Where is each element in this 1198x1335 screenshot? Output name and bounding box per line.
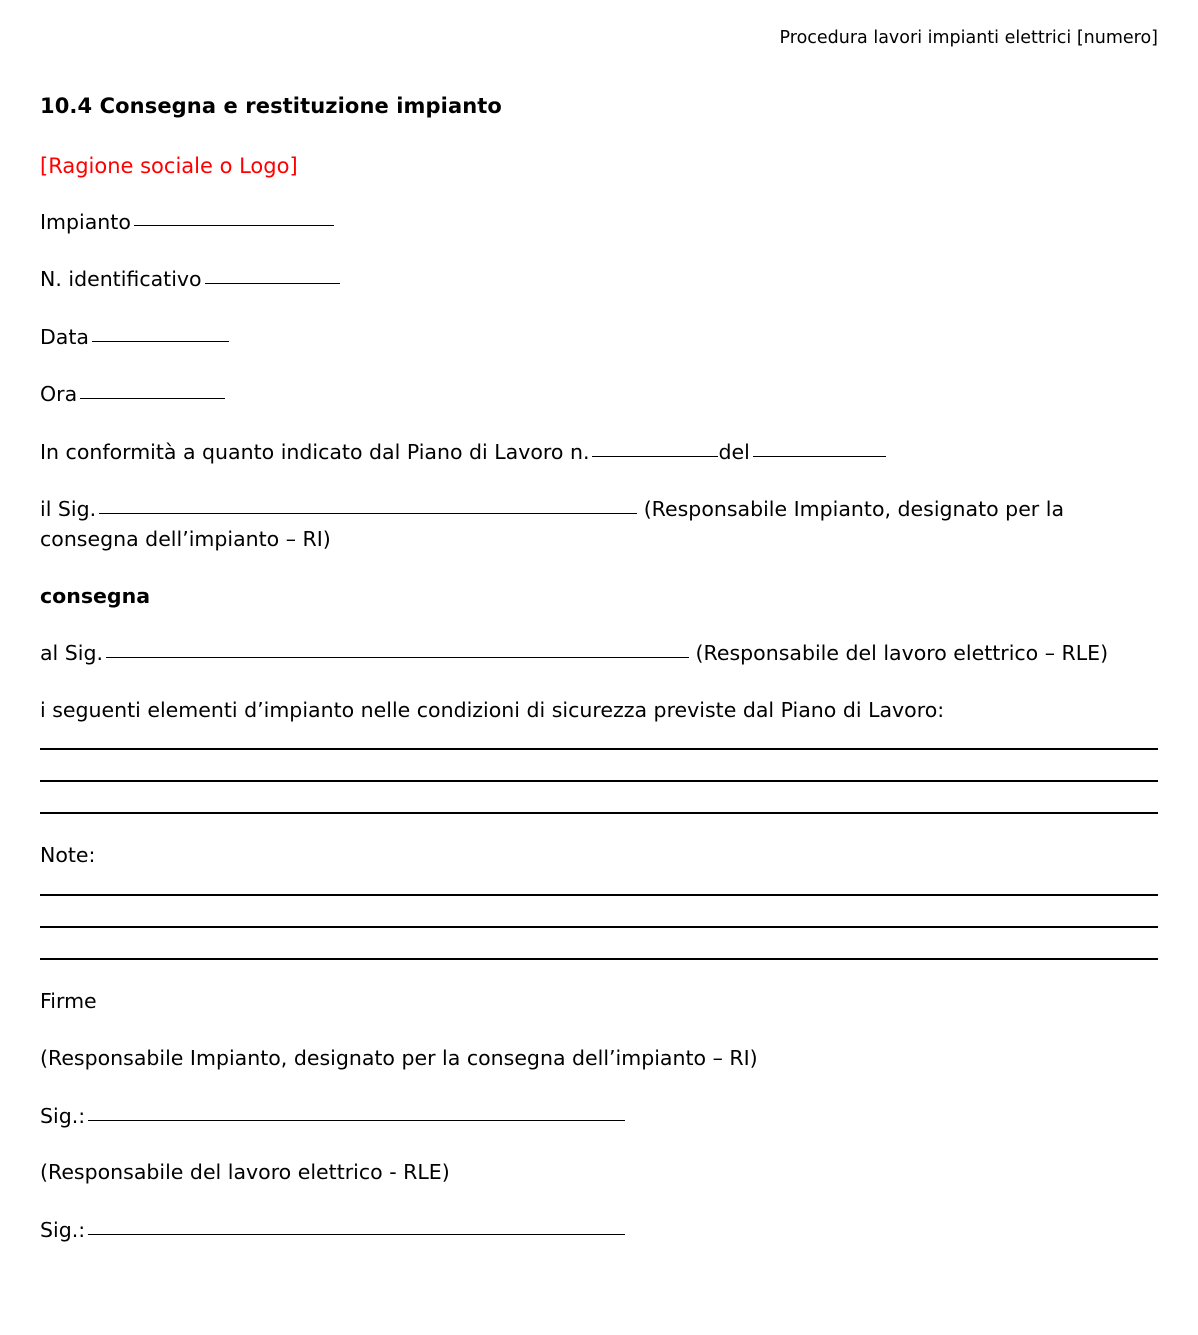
note-label: Note: (40, 842, 96, 867)
company-logo-placeholder: [Ragione sociale o Logo] (40, 154, 298, 179)
il-sig-label: il Sig. (40, 497, 97, 522)
ri-role-caption-line1: (Responsabile Impianto, designato per la (643, 497, 1065, 522)
ri-signature-blank[interactable] (88, 1101, 625, 1121)
signatures-heading: Firme (40, 989, 97, 1014)
running-header: Procedura lavori impianti elettrici [numero] (779, 28, 1158, 48)
al-sig-blank[interactable] (106, 638, 689, 658)
field-row-ora (40, 379, 1158, 410)
elements-intro-text: i seguenti elementi d’impianto nelle condizioni di sicurezza previste dal Piano di Lavoro: (40, 697, 945, 722)
piano-numero-blank[interactable] (592, 437, 718, 457)
ora-label: Ora (40, 382, 78, 407)
rle-signature-label: Sig.: (40, 1218, 86, 1243)
data-blank[interactable] (92, 322, 229, 342)
consegna-keyword: consegna (40, 583, 151, 608)
field-row-impianto (40, 207, 1158, 238)
ri-role-caption-line2: consegna dell’impianto – RI) (40, 526, 331, 551)
conformita-prefix-label: In conformità a quanto indicato dal Piano di Lavoro n. (40, 439, 590, 464)
piano-data-blank[interactable] (753, 437, 886, 457)
impianto-blank[interactable] (134, 207, 334, 227)
notes-write-in-area (40, 894, 1158, 960)
conformita-del-label: del (718, 439, 750, 464)
ora-blank[interactable] (80, 379, 225, 399)
impianto-label: Impianto (40, 209, 131, 234)
field-row-identificativo (40, 264, 1158, 295)
page-title: 10.4 Consegna e restituzione impianto (40, 94, 502, 118)
il-sig-row (40, 494, 1158, 554)
elements-rule-line[interactable] (40, 748, 1158, 750)
ri-signature-label: Sig.: (40, 1103, 86, 1128)
conformita-row (40, 437, 1158, 468)
notes-rule-line[interactable] (40, 894, 1158, 896)
identificativo-blank[interactable] (205, 264, 340, 284)
al-sig-row (40, 638, 1158, 669)
rle-role-caption: (Responsabile del lavoro elettrico – RLE) (695, 641, 1109, 666)
identificativo-label: N. identificativo (40, 266, 202, 291)
elements-rule-line[interactable] (40, 812, 1158, 814)
field-row-data (40, 322, 1158, 353)
ri-signature-row (40, 1101, 1158, 1132)
al-sig-label: al Sig. (40, 641, 104, 666)
elements-rule-line[interactable] (40, 780, 1158, 782)
rle-signature-caption: (Responsabile del lavoro elettrico - RLE) (40, 1160, 450, 1185)
rle-signature-blank[interactable] (88, 1215, 625, 1235)
il-sig-blank[interactable] (99, 494, 637, 514)
notes-rule-line[interactable] (40, 926, 1158, 928)
elements-write-in-area (40, 748, 1158, 814)
rle-signature-row (40, 1215, 1158, 1246)
data-label: Data (40, 324, 89, 349)
notes-rule-line[interactable] (40, 958, 1158, 960)
ri-signature-caption: (Responsabile Impianto, designato per la consegna dell’impianto – RI) (40, 1046, 758, 1071)
